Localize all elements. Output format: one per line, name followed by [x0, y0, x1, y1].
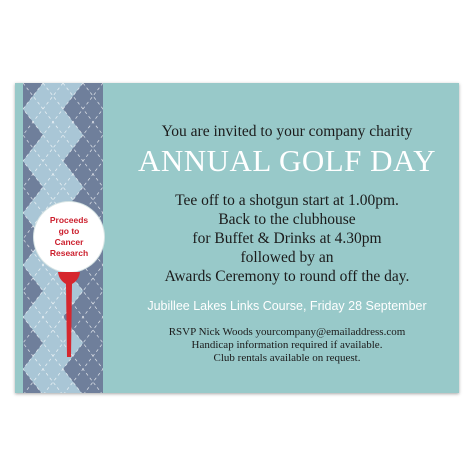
rsvp-line: Handicap information required if available. — [191, 339, 383, 351]
ball-text-line-3: Cancer — [54, 237, 84, 247]
ball-text-line-4: Research — [49, 248, 89, 258]
golf-tee-icon — [58, 272, 80, 357]
rsvp-line: RSVP Nick Woods yourcompany@emailaddress.com — [168, 326, 406, 338]
details-line: for Buffet & Drinks at 4.30pm — [192, 230, 382, 247]
rsvp-line: Club rentals available on request. — [213, 352, 361, 364]
venue-line: Jubillee Lakes Links Course, Friday 28 September — [147, 299, 427, 313]
rsvp-block — [115, 326, 459, 365]
event-details — [115, 191, 459, 286]
details-line: followed by an — [240, 249, 334, 266]
details-line: Back to the clubhouse — [218, 211, 356, 228]
invitation-content — [115, 83, 459, 393]
ball-text-line-1: Proceeds — [49, 215, 89, 225]
details-line: Tee off to a shotgun start at 1.00pm. — [175, 192, 399, 209]
ball-text-line-2: go to — [58, 226, 80, 236]
details-line: Awards Ceremony to round off the day. — [164, 268, 410, 285]
event-title: ANNUAL GOLF DAY — [138, 143, 436, 178]
invitation-card — [15, 83, 459, 393]
invite-intro: You are invited to your company charity — [161, 123, 413, 140]
golf-ball-icon — [34, 202, 104, 272]
